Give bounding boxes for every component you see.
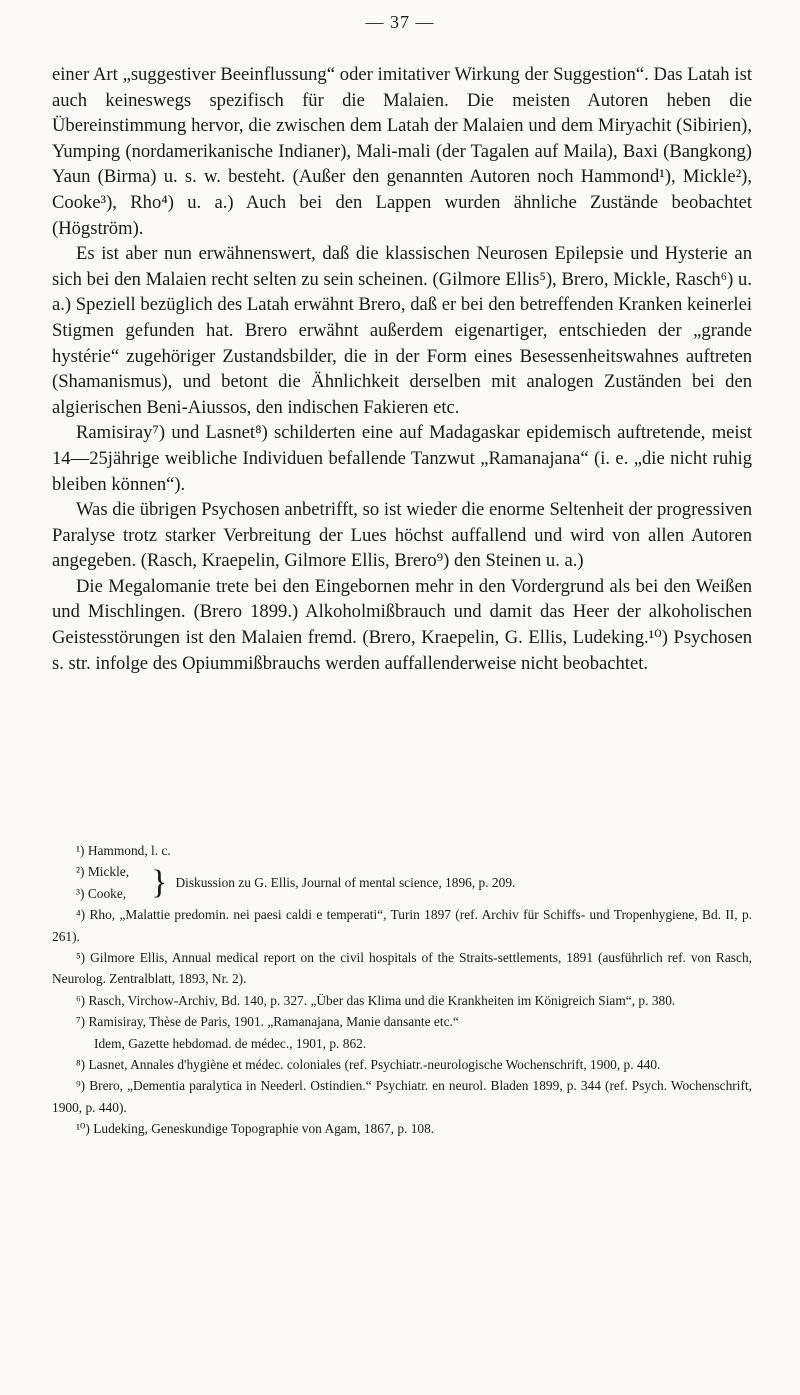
- paragraph-1: einer Art „suggestiver Beeinflussung“ oder imitativer Wirkung der Suggestion“. Das Latah ist auch keineswegs spezifisch für die Malaien. Die meisten Autoren heben die Übereinstimmung hervor, die zwischen dem Latah der Malaien und dem Miryachit (Sibirien), Yumping (nordamerikanische Indianer), Mali-mali (der Tagalen auf Maila), Baxi (Bangkong) Yaun (Birma) u. s. w. besteht. (Außer den genannten Autoren noch Hammond¹), Mickle²), Cooke³), Rho⁴) u. a.) Auch bei den Lappen wurden ähnliche Zustände beobachtet (Högström).: [52, 64, 752, 239]
- footnote-3-name: ³) Cooke,: [76, 885, 127, 901]
- paragraph-4: Was die übrigen Psychosen anbetrifft, so ist wieder die enorme Seltenheit der progressiven Paralyse trotz starker Verbreitung der Lues höchst auffallend und wird von allen Autoren angegeben. (Rasch, Kraepelin, Gilmore Ellis, Brero⁹) den Steinen u. a.): [52, 499, 752, 572]
- footnotes: [52, 840, 752, 1140]
- footnote-6: ⁶) Rasch, Virchow-Archiv, Bd. 140, p. 327. „Über das Klima und die Krankheiten im Königreich Siam“, p. 380.: [76, 992, 676, 1008]
- footnote-2-3: [52, 861, 752, 904]
- footnote-7-idem: Idem, Gazette hebdomad. de médec., 1901, p. 862.: [94, 1035, 367, 1051]
- footnote-5: ⁵) Gilmore Ellis, Annual medical report on the civil hospitals of the Straits-settlements, 1891 (ausführlich ref. von Rasch, Neurolog. Zentralblatt, 1893, Nr. 2).: [52, 950, 752, 987]
- paragraph-5: Die Megalomanie trete bei den Eingebornen mehr in den Vordergrund als bei den Weißen und Mischlingen. (Brero 1899.) Alkoholmißbrauch und damit das Heer der alkoholischen Geistesstörungen ist den Malaien fremd. (Brero, Kraepelin, G. Ellis, Ludeking.¹⁰) Psychosen s. str. infolge des Opiummißbrauchs werden auffallenderweise nicht beobachtet.: [52, 575, 752, 674]
- footnote-2-3-text: Diskussion zu G. Ellis, Journal of mental science, 1896, p. 209.: [175, 875, 516, 891]
- footnote-2-name: ²) Mickle,: [76, 864, 130, 880]
- footnote-2-3-names: [76, 861, 129, 904]
- page-number: — 37 —: [365, 12, 435, 32]
- body-text: [52, 62, 752, 676]
- footnote-9: ⁹) Brero, „Dementia paralytica in Neederl. Ostindien.“ Psychiatr. en neurol. Bladen 1899, p. 344 (ref. Psych. Wochenschrift, 1900, p. 440).: [52, 1078, 752, 1115]
- brace-symbol: }: [151, 863, 168, 901]
- footnote-7: ⁷) Ramisiray, Thèse de Paris, 1901. „Ramanajana, Manie dansante etc.“: [76, 1014, 459, 1030]
- footnote-8: ⁸) Lasnet, Annales d'hygiène et médec. coloniales (ref. Psychiatr.-neurologische Wochenschrift, 1900, p. 440.: [76, 1057, 661, 1073]
- footnote-10: ¹⁰) Ludeking, Geneskundige Topographie von Agam, 1867, p. 108.: [76, 1121, 435, 1137]
- footnote-1: ¹) Hammond, l. c.: [76, 843, 171, 858]
- paragraph-2: Es ist aber nun erwähnenswert, daß die klassischen Neurosen Epilepsie und Hysterie an sich bei den Malaien recht selten zu sein scheinen. (Gilmore Ellis⁵), Brero, Mickle, Rasch⁶) u. a.) Speziell bezüglich des Latah erwähnt Brero, daß er bei den betreffenden Kranken keinerlei Stigmen gefunden hat. Brero erwähnt außerdem eigenartiger, entschieden der „grande hystérie“ zugehöriger Zustandsbilder, die in der Form eines Besessenheitswahnes auftreten (Shamanismus), und betont die Ähnlichkeit derselben mit analogen Zuständen bei den algierischen Beni-Aiussos, den indischen Fakieren etc.: [52, 243, 752, 418]
- footnote-4: ⁴) Rho, „Malattie predomin. nei paesi caldi e temperati“, Turin 1897 (ref. Archiv für Schiffs- und Tropenhygiene, Bd. II, p. 261).: [52, 907, 752, 944]
- paragraph-3: Ramisiray⁷) und Lasnet⁸) schilderten eine auf Madagaskar epidemisch auftretende, meist 14—25jährige weibliche Individuen befallende Tanzwut „Ramanajana“ (i. e. „die nicht ruhig bleiben können“).: [52, 422, 752, 495]
